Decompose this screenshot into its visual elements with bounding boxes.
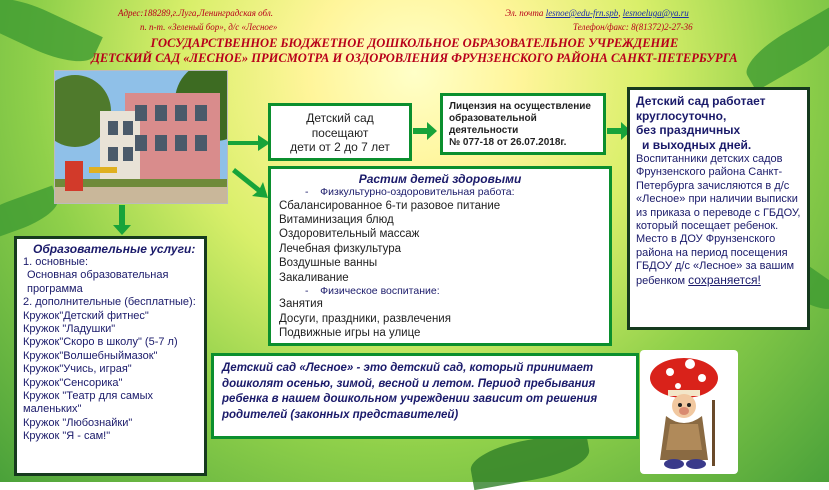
- club-list-item: Кружок"Учись, играя": [23, 363, 132, 376]
- gnome-icon: [640, 350, 738, 474]
- address-line: Адрес:188289,г.Луга,Ленинградская обл.: [118, 8, 274, 18]
- email-line: Эл. почта lesnoe@edu-frn.spb, lesnoeluga@ya.ru: [505, 8, 689, 18]
- arrow-right-icon: [413, 122, 437, 140]
- health-subheading-1: - Физкультурно-оздоровительная работа:: [305, 186, 515, 198]
- page-subtitle: ДЕТСКИЙ САД «ЛЕСНОЕ» ПРИСМОТРА И ОЗДОРОВЛЕНИЯ ФРУНЗЕНСКОГО РАЙОНА САНКТ-ПЕТЕРБУРГА: [91, 51, 738, 65]
- schedule-emphasis: сохраняется!: [688, 272, 761, 287]
- address-line-2: п. п-т. «Зеленый бор», д/с «Лесное»: [140, 22, 278, 32]
- schedule-heading-4: и выходных дней.: [642, 137, 752, 152]
- health-subheading-2: - Физическое воспитание:: [305, 284, 440, 297]
- attendance-line-2: посещают: [311, 125, 369, 140]
- schedule-box: [627, 87, 810, 330]
- building-image: [55, 71, 227, 203]
- club-list-item: Кружок"Детский фитнес": [23, 309, 149, 322]
- health-list-2: [279, 297, 601, 340]
- health-list-item: Сбалансированное 6-ти разовое питание: [279, 199, 501, 212]
- schedule-paragraph-2-text: Место в ДОУ Фрунзенского района на период посещения ГБДОУ д/с «Лесное» за вашим ребенком: [636, 233, 795, 287]
- health-list-item: Закаливание: [279, 271, 349, 284]
- clubs-list: [23, 310, 198, 444]
- health-title: Растим детей здоровыми: [358, 172, 522, 186]
- phone-line: Телефон/факс: 8(81372)2-27-36: [573, 22, 693, 32]
- services-box: [14, 236, 207, 476]
- email-label: Эл. почта: [505, 8, 544, 18]
- club-list-item: Кружок "Я - сам!": [23, 430, 111, 443]
- license-line-1: Лицензия на осуществление: [449, 101, 591, 112]
- club-list-item: Кружок "Любознайки": [23, 416, 133, 429]
- health-list-item: Витаминизация блюд: [279, 213, 394, 226]
- about-text: Детский сад «Лесное» - это детский сад, который принимает дошколят осенью, зимой, весной и летом. Период пребывания ребенка в нашем дошкольном учреждении зависит от решения родителей (законных представителей): [222, 362, 598, 421]
- health-list-item: Лечебная физкультура: [279, 242, 402, 255]
- attendance-box: [268, 103, 412, 161]
- health-list-item: Досуги, праздники, развлечения: [279, 312, 451, 325]
- health-box: [268, 166, 612, 346]
- club-list-item: Кружок"Скоро в школу" (5-7 л): [23, 336, 178, 349]
- health-list-item: Воздушные ванны: [279, 257, 378, 270]
- license-box: [440, 93, 606, 155]
- arrow-down-icon: [113, 205, 131, 235]
- arrow-diagonal-icon: [232, 168, 268, 198]
- club-list-item: Кружок "Ладушки": [23, 323, 116, 336]
- health-list-1: [279, 199, 601, 285]
- health-subheading-1-text: Физкультурно-оздоровительная работа:: [320, 186, 515, 198]
- email-link-1[interactable]: lesnoe@edu-frn.spb: [545, 8, 619, 18]
- attendance-line-3: дети от 2 до 7 лет: [290, 140, 390, 155]
- services-main-label: 1. основные:: [23, 256, 89, 268]
- club-list-item: Кружок"Волшебныймазок": [23, 349, 158, 362]
- attendance-line-1: Детский сад: [306, 111, 374, 125]
- license-line-3: деятельности: [449, 125, 519, 136]
- health-list-item: Занятия: [279, 298, 323, 311]
- about-box: [211, 353, 639, 439]
- services-title: Образовательные услуги:: [33, 242, 196, 256]
- services-extra-label: 2. дополнительные (бесплатные):: [23, 296, 196, 309]
- club-list-item: Кружок "Театр для самых маленьких": [23, 390, 154, 416]
- health-subheading-2-text: Физическое воспитание:: [320, 284, 440, 297]
- schedule-heading-2: круглосуточно,: [636, 108, 727, 123]
- building-photo: [54, 70, 228, 204]
- health-list-item: Подвижные игры на улице: [279, 327, 421, 340]
- arrow-right-icon: [228, 134, 270, 152]
- club-list-item: Кружок"Сенсорика": [23, 376, 123, 389]
- schedule-paragraph-1: Воспитанники детских садов Фрунзенского района Санкт-Петербурга зачисляются в д/с «Лесное» при наличии выписки из приказа о переводе с ГБДОУ, который посещает ребенок.: [636, 153, 801, 233]
- page-title: ГОСУДАРСТВЕННОЕ БЮДЖЕТНОЕ ДОШКОЛЬНОЕ ОБРАЗОВАТЕЛЬНОЕ УЧРЕЖДЕНИЕ: [150, 36, 679, 50]
- license-line-2: образовательной: [449, 113, 537, 124]
- gnome-mascot: [640, 350, 738, 474]
- schedule-heading-3: без праздничных: [636, 123, 741, 137]
- email-link-2[interactable]: lesnoeluga@ya.ru: [622, 8, 689, 18]
- services-main-program: Основная образовательная программа: [27, 269, 169, 295]
- health-list-item: Оздоровительный массаж: [279, 228, 420, 241]
- license-line-4: № 077-18 от 26.07.2018г.: [449, 137, 567, 148]
- schedule-heading-1: Детский сад работает: [636, 94, 766, 108]
- schedule-paragraph-2: [636, 233, 801, 288]
